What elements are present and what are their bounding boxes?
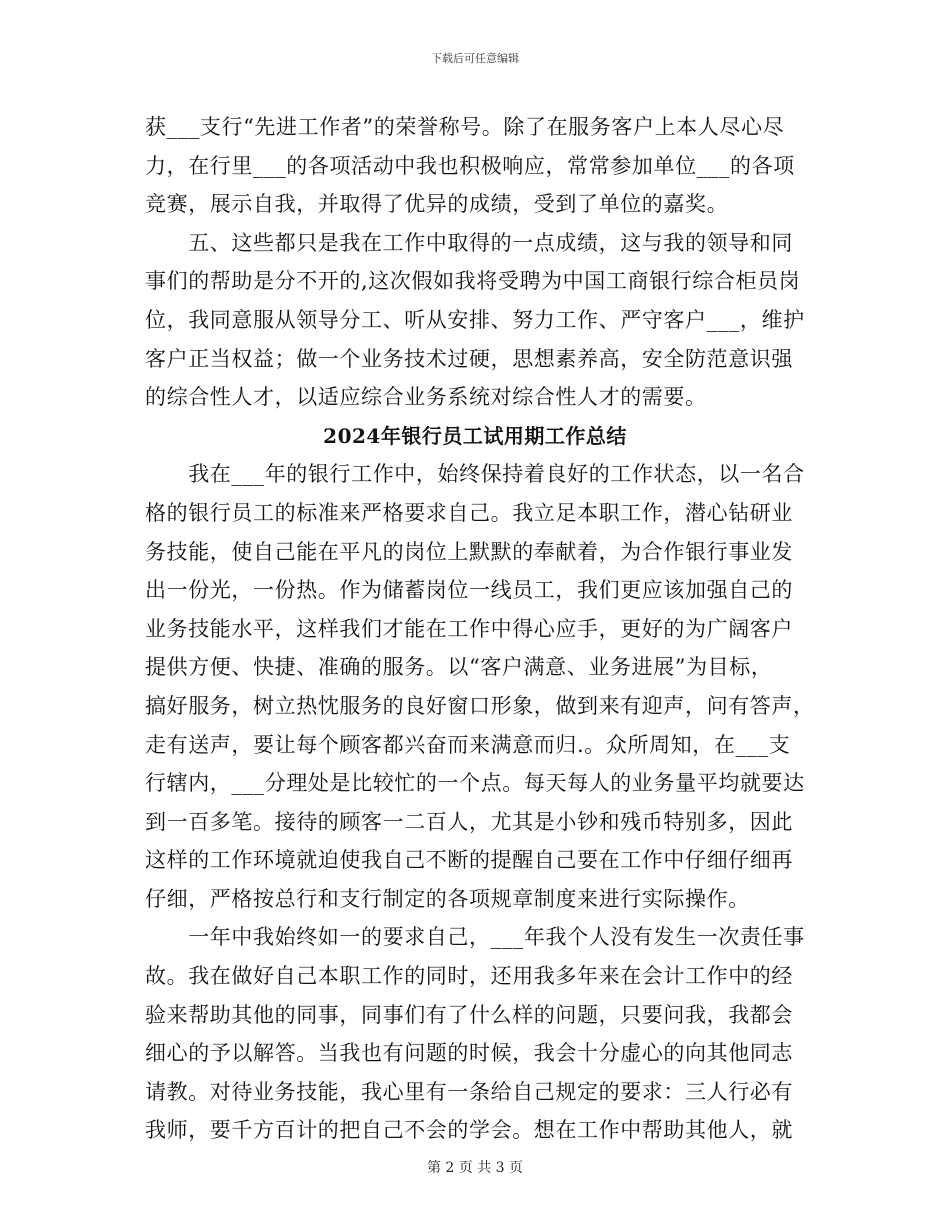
text-line: 务技能，使自己能在平凡的岗位上默默的奉献着，为合作银行事业发 bbox=[145, 539, 793, 564]
page-footer: 第 2 页 共 3 页 bbox=[426, 1160, 524, 1176]
document-body bbox=[145, 108, 815, 1150]
text-line: 我师，要千方百计的把自己不会的学会。想在工作中帮助其他人，就 bbox=[145, 1118, 793, 1143]
text-line: 验来帮助其他的同事，同事们有了什么样的问题，只要问我，我都会 bbox=[145, 1002, 793, 1027]
text-line: 出一份光，一份热。作为储蓄岗位一线员工，我们更应该加强自己的 bbox=[145, 578, 793, 603]
text-line: 行辖内，___分理处是比较忙的一个点。每天每人的业务量平均就要达 bbox=[145, 771, 805, 796]
text-line: 细心的予以解答。当我也有问题的时候，我会十分虚心的向其他同志 bbox=[145, 1041, 793, 1066]
page-header: 下载后可任意编辑 bbox=[431, 52, 519, 65]
text-line: 故。我在做好自己本职工作的同时，还用我多年来在会计工作中的经 bbox=[145, 964, 793, 989]
text-line: 业务技能水平，这样我们才能在工作中得心应手，更好的为广阔客户 bbox=[145, 616, 793, 641]
text-line: 我在___年的银行工作中，始终保持着良好的工作状态，以一名合 bbox=[145, 462, 805, 487]
text-line: 提供方便、快捷、准确的服务。以“客户满意、业务进展”为目标， bbox=[145, 655, 773, 680]
text-line: 竞赛，展示自我，并取得了优异的成绩，受到了单位的嘉奖。 bbox=[145, 192, 729, 217]
text-line: 一年中我始终如一的要求自己，___年我个人没有发生一次责任事 bbox=[145, 925, 805, 950]
text-line: 到一百多笔。接待的顾客一二百人，尤其是小钞和残币特别多，因此 bbox=[145, 809, 793, 834]
text-line: 走有送声，要让每个顾客都兴奋而来满意而归.。众所周知，在___支 bbox=[145, 732, 791, 757]
text-line: 的综合性人才，以适应综合业务系统对综合性人才的需要。 bbox=[145, 385, 707, 410]
text-line: 请教。对待业务技能，我心里有一条给自己规定的要求：三人行必有 bbox=[145, 1079, 793, 1104]
section-after-title bbox=[145, 455, 815, 1150]
text-line: 这样的工作环境就迫使我自己不断的提醒自己要在工作中仔细仔细再 bbox=[145, 848, 793, 873]
text-line: 五、这些都只是我在工作中取得的一点成绩，这与我的领导和同 bbox=[145, 230, 793, 255]
text-line: 事们的帮助是分不开的,这次假如我将受聘为中国工商银行综合柜员岗 bbox=[145, 269, 801, 294]
section-before-title bbox=[145, 108, 805, 417]
text-line: 客户正当权益；做一个业务技术过硬，思想素养高，安全防范意识强 bbox=[145, 346, 793, 371]
text-line: 力，在行里___的各项活动中我也积极响应，常常参加单位___的各项 bbox=[145, 153, 795, 178]
section-title: 2024年银行员工试用期工作总结 bbox=[323, 423, 627, 448]
text-line: 仔细，严格按总行和支行制定的各项规章制度来进行实际操作。 bbox=[145, 886, 750, 911]
text-line: 获___支行“先进工作者”的荣誉称号。除了在服务客户上本人尽心尽 bbox=[145, 115, 785, 139]
text-line: 格的银行员工的标准来严格要求自己。我立足本职工作，潜心钻研业 bbox=[145, 500, 793, 525]
text-line: 位，我同意服从领导分工、听从安排、努力工作、严守客户___，维护 bbox=[145, 307, 805, 332]
text-line: 搞好服务，树立热忱服务的良好窗口形象，做到来有迎声，问有答声， bbox=[145, 693, 815, 718]
